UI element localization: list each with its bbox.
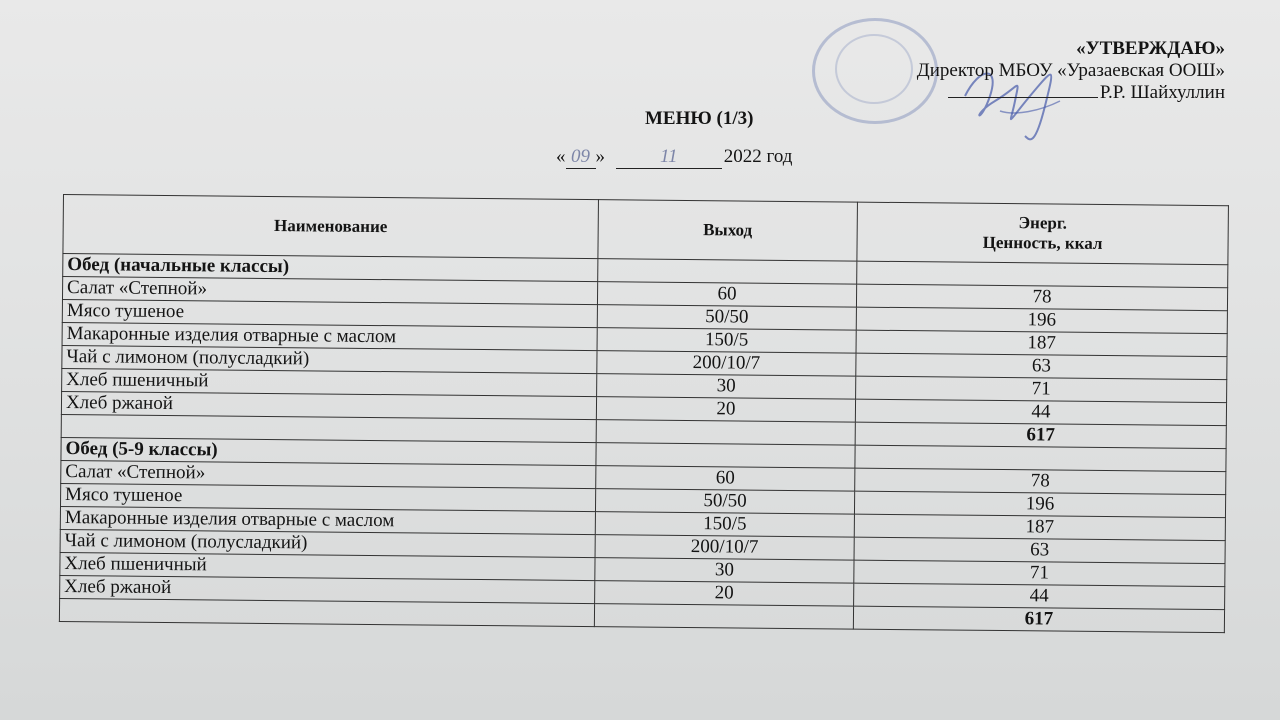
dish-energy: 78 — [855, 468, 1226, 495]
dish-output: 20 — [595, 581, 854, 606]
dish-output: 60 — [597, 282, 856, 307]
dish-energy: 63 — [856, 353, 1227, 380]
signature-line — [948, 97, 1098, 98]
dish-name: Чай с лимоном (полусладкий) — [62, 345, 597, 373]
dish-name: Макаронные изделия отварные с маслом — [60, 506, 595, 534]
dish-name: Хлеб ржаной — [60, 575, 595, 603]
dish-name: Чай с лимоном (полусладкий) — [60, 529, 595, 557]
header-output: Выход — [598, 200, 858, 261]
director-position: Директор МБОУ «Уразаевская ООШ» — [916, 60, 1225, 81]
dish-output: 30 — [597, 374, 856, 399]
dish-name: Салат «Степной» — [62, 277, 597, 305]
dish-energy: 44 — [854, 583, 1225, 610]
dish-name: Хлеб пшеничный — [60, 552, 595, 580]
dish-output: 60 — [596, 466, 855, 491]
dish-name: Макаронные изделия отварные с маслом — [62, 322, 597, 350]
header-energy-line1: Энерг. — [1018, 213, 1068, 233]
dish-energy: 71 — [854, 560, 1225, 587]
dish-output: 200/10/7 — [597, 351, 856, 376]
official-stamp-inner-ring — [835, 34, 913, 104]
dish-name: Мясо тушеное — [61, 483, 596, 511]
header-name: Наименование — [63, 195, 599, 259]
header-energy — [857, 202, 1229, 265]
dish-energy: 78 — [856, 284, 1227, 311]
dish-output: 20 — [596, 397, 855, 422]
header-energy-line2: Ценность, ккал — [982, 232, 1103, 253]
approval-block — [917, 38, 1225, 104]
total-energy: 617 — [855, 422, 1226, 449]
date-day: 09 — [566, 146, 596, 169]
signer-name: Р.Р. Шайхуллин — [1099, 82, 1225, 103]
dish-name: Хлеб ржаной — [61, 391, 596, 419]
dish-energy: 71 — [856, 376, 1227, 403]
dish-energy: 187 — [854, 514, 1225, 541]
dish-name: Мясо тушеное — [62, 299, 597, 327]
date-year: 2022 год — [723, 146, 793, 167]
section-title: Обед (5-9 классы) — [61, 437, 596, 465]
dish-energy: 63 — [854, 537, 1225, 564]
table-header-row — [63, 195, 1229, 265]
dish-name: Салат «Степной» — [61, 460, 596, 488]
dish-energy: 196 — [856, 307, 1227, 334]
menu-date: « 09 » 11 2022 год — [556, 146, 793, 167]
dish-output: 50/50 — [595, 489, 854, 514]
dish-energy: 44 — [855, 399, 1226, 426]
dish-output: 150/5 — [597, 328, 856, 353]
dish-output: 150/5 — [595, 512, 854, 537]
dish-output: 50/50 — [597, 305, 856, 330]
signer-line — [917, 82, 1225, 104]
section-title: Обед (начальные классы) — [63, 254, 598, 282]
dish-name: Хлеб пшеничный — [62, 368, 597, 396]
menu-title: МЕНЮ (1/3) — [645, 108, 754, 129]
dish-energy: 196 — [854, 491, 1225, 518]
dish-energy: 187 — [856, 330, 1227, 357]
dish-output: 30 — [595, 558, 854, 583]
menu-table — [59, 194, 1229, 633]
total-energy: 617 — [853, 606, 1224, 633]
approval-heading: «УТВЕРЖДАЮ» — [1076, 38, 1225, 59]
dish-output: 200/10/7 — [595, 535, 854, 560]
date-month: 11 — [616, 146, 722, 169]
